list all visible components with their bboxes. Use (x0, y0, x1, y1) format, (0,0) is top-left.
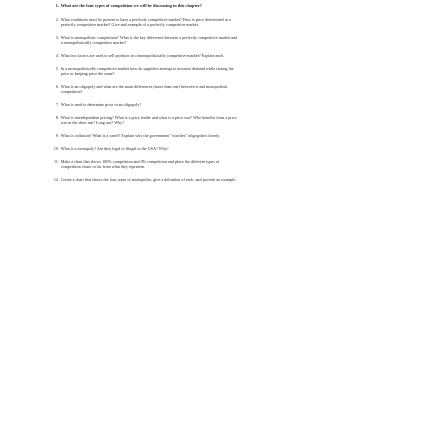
question-1 (52, 3, 362, 8)
question-9 (52, 133, 362, 138)
question-text: What is collusion? What is a cartel? Explain why the government "watches" oligopolies closely. (60, 132, 221, 138)
question-7 (52, 102, 362, 107)
question-text: What are the four types of competition we will be discussing in this chapter? (60, 3, 202, 8)
question-12 (52, 177, 362, 182)
question-6 (52, 84, 362, 94)
question-number: 8. (55, 114, 59, 120)
question-number: 4. (55, 52, 59, 58)
question-4 (52, 53, 362, 58)
question-number: 11. (53, 158, 59, 164)
question-text: What two tactics are used to sell products in a monopolistically competitive market? Explain each. (60, 52, 225, 58)
question-number: 6. (55, 83, 59, 89)
question-text: What is monopolistic competition? What is the key difference between a perfectly competitive market and a monopolistically competitive market? (60, 34, 238, 45)
question-11 (52, 159, 362, 169)
question-text: What is an oligopoly and what are the main differences (more than one) between it and monopolistic competition? (60, 83, 228, 94)
question-number: 2. (55, 16, 59, 22)
question-text: Create a chart that shows the four types of monopolies, give a definition of each, and provide an example. (60, 177, 237, 182)
question-number: 1. (55, 3, 59, 8)
question-text: In a monopolistically competitive market how do suppliers attempt to increase demand while raising the price or keeping price the same? (60, 65, 234, 76)
question-8 (52, 115, 362, 125)
question-2 (52, 17, 362, 27)
question-number: 12. (53, 177, 59, 182)
question-number: 9. (55, 132, 59, 138)
question-3 (52, 35, 362, 45)
question-10 (52, 146, 362, 151)
question-number: 3. (55, 34, 59, 40)
question-text: What is used to determine price in an oligopoly? (60, 101, 142, 107)
question-number: 5. (55, 65, 59, 71)
question-text: Make a chart that shows 100% competition and 0% competition and place the different types of competition closer or far from what they represent. (60, 158, 220, 170)
question-number: 10. (53, 145, 59, 151)
question-number: 7. (55, 101, 59, 107)
question-text: What is a monopoly? Are they legal or illegal in the USA? Why? (60, 145, 169, 151)
question-text: What conditions must be present to have a perfectly competitive market? How is price determined in a perfectly competitive market? Give and example of a perfectly competitive market. (60, 16, 231, 27)
question-5 (52, 66, 362, 76)
question-text: What is interdependent pricing? What is a price leader and what is a price war? Who benefits from a price war in the short run? Long run? Why? (60, 114, 237, 125)
